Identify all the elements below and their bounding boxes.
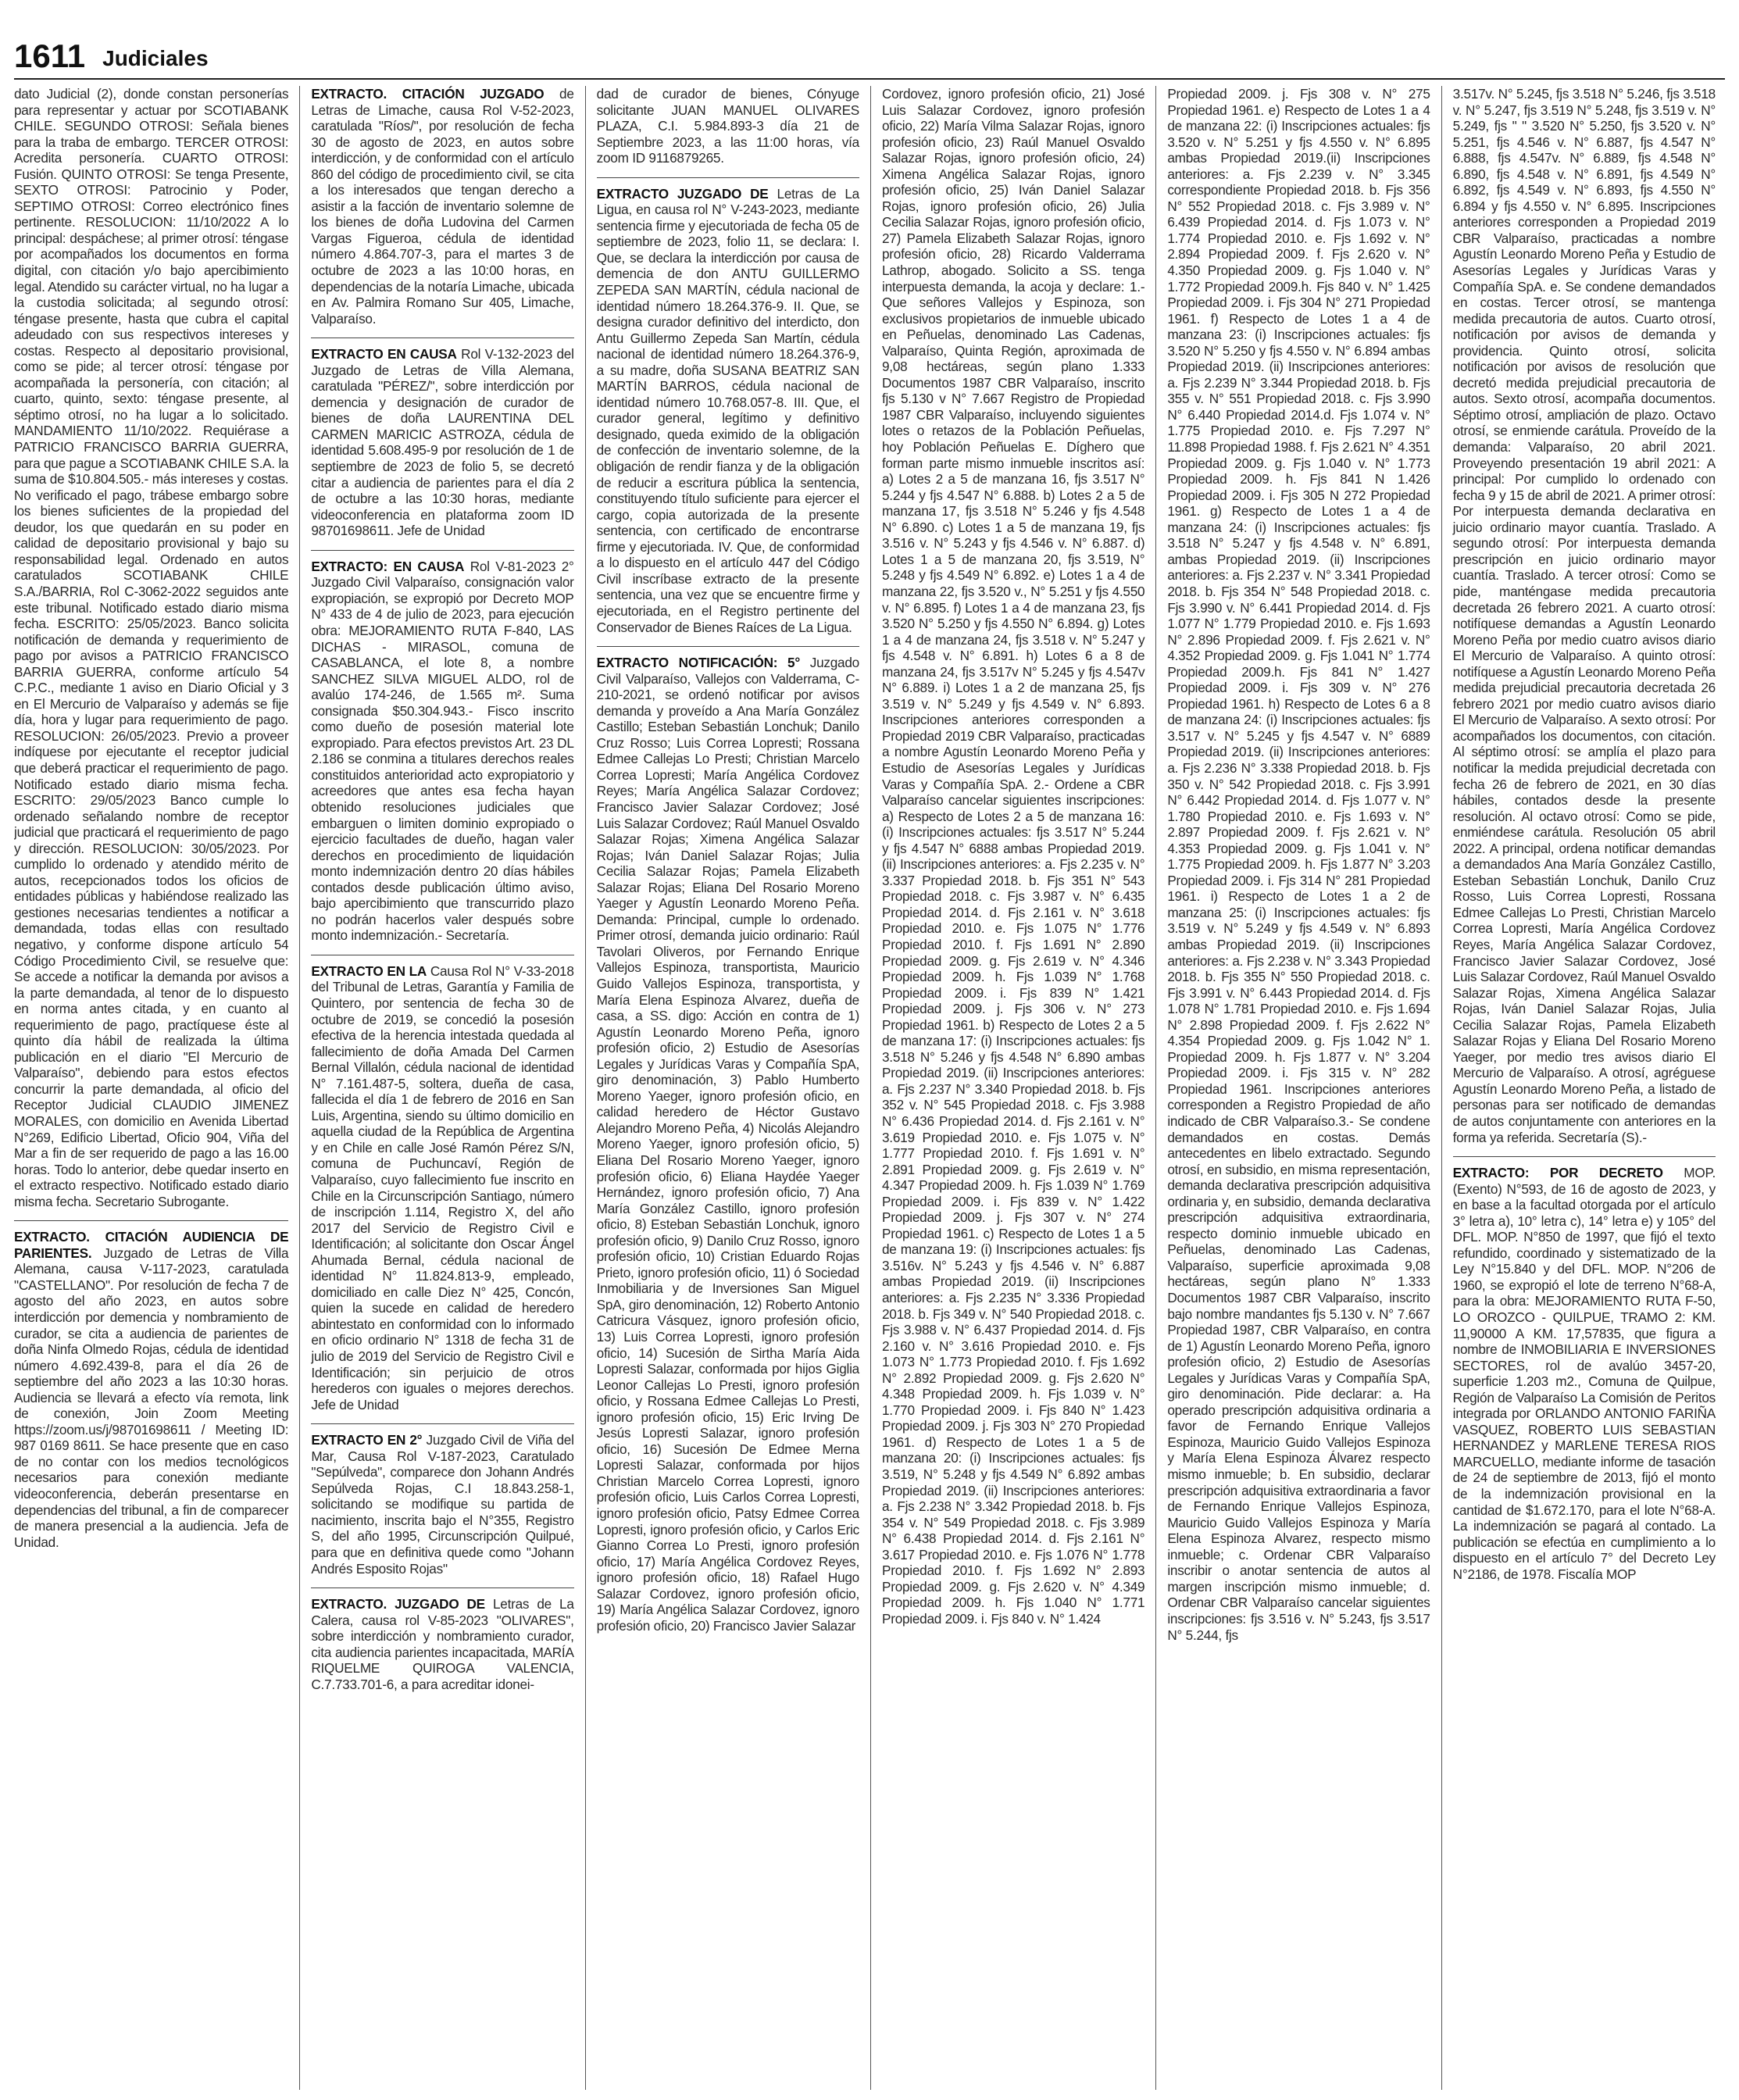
legal-notice [597,177,859,635]
page-number: 1611 [14,38,86,74]
legal-notice [311,86,573,327]
legal-notice [14,86,288,1209]
notice-body: Juzgado Civil Valparaíso, Vallejos con Valderrama, C-210-2021, se ordenó notificar por avisos demanda y proveído a Ana María González Castillo; Esteban Sebastián Lonchuk; Danilo Cruz Rosso; Luis Correa Lopresti; Rossana Edmee Callejas Lo Presti; Christian Marcelo Correa Lopresti; María Angélica Cordovez Reyes; María Angélica Salazar Cordovez; Francisco Javier Salazar Cordovez; José Luis Salazar Cordovez; Raúl Manuel Osvaldo Salazar Rojas; Ximena Angélica Salazar Rojas; Iván Daniel Salazar Rojas; Julia Cecilia Salazar Rojas; Pamela Elizabeth Salazar Rojas; Eliana Del Rosario Moreno Yaeger y Agustín Leonardo Moreno Peña. Demanda: Principal, cumple lo ordenado. Primer otrosí, demanda juicio ordinario: Raúl Tavolari Oliveros, por Fernando Enrique Vallejos Espinoza, transportista, Mauricio Guido Vallejos Espinoza, transportista, y María Elena Espinoza Alvarez, dueña de casa, a SS. digo: Acción en contra de 1) Agustín Leonardo Moreno Peña, ignoro profesión oficio, 2) Estudio de Asesorías Legales y Jurídicas Varas y Compañía SpA, giro denominación, 3) Pablo Humberto Moreno Yaeger, ignoro profesión oficio, en calidad heredero de Héctor Gustavo Alejandro Moreno Peña, 4) Nicolás Alejandro Moreno Yaeger, ignoro profesión oficio, 5) Eliana Del Rosario Moreno Yaeger, ignoro profesión oficio, 6) Eliana Haydée Yaeger Hernández, ignoro profesión oficio, 7) Ana María González Castillo, ignoro profesión oficio, 8) Esteban Sebastián Lonchuk, ignoro profesión oficio, 9) Danilo Cruz Rosso, ignoro profesión oficio, 10) Cristian Eduardo Rojas Prieto, ignoro profesión oficio, 11) ó Sociedad Inmobiliaria y de Inversiones San Miguel SpA, giro denominación, 12) Roberto Antonio Catricura Vásquez, ignoro profesión oficio, 13) Luis Correa Lopresti, ignoro profesión oficio, 14) Sucesión de Sirtha María Aida Lopresti Salazar, conformada por hijos Giglia Leonor Callejas Lo Presti, ignoro profesión oficio, y Rossana Edmee Callejas Lo Presti, ignoro profesión oficio, 15) Eric Irving De Jesús Lopresti Salazar, ignoro profesión oficio, 16) Sucesión De Edmee Merna Lopresti Salazar, conformada por hijos Christian Marcelo Correa Lopresti, ignoro profesión oficio, Luis Carlos Correa Lopresti, ignoro profesión oficio, Patsy Edmee Correa Lopresti, ignoro profesión oficio, y Carlos Eric Gianno Correa Lo Presti, ignoro profesión oficio, 17) María Angélica Cordovez Reyes, ignoro profesión oficio, 18) Rafael Hugo Salazar Cordovez, ignoro profesión oficio, 19) María Angélica Salazar Cordovez, ignoro profesión oficio, 20) Francisco Javier Salazar [596,655,859,1634]
notice-title: EXTRACTO: EN CAUSA [311,558,465,574]
notice-title: EXTRACTO EN CAUSA [311,346,457,362]
page-header [14,30,1725,75]
legal-notice [311,1588,573,1692]
notice-title: EXTRACTO: POR DECRETO [1452,1165,1663,1181]
notice-body: Propiedad 2009. j. Fjs 308 v. N° 275 Propiedad 1961. e) Respecto de Lotes 1 a 4 de manzana 22: (i) Inscripciones actuales: fjs 3.520 v. N° 5.251 y fjs 4.550 v. N° 6.895 ambas Propiedad 2019.(ii) Inscripciones anteriores: a. Fjs 2.239 v. N° 3.345 correspondiente Propiedad 2018. b. Fjs 356 N° 552 Propiedad 2018. c. Fjs 3.989 v. N° 6.439 Propiedad 2014. d. Fjs 1.073 v. N° 1.774 Propiedad 2010. e. Fjs 1.692 v. N° 2.894 Propiedad 2009. f. Fjs 2.620 v. N° 4.350 Propiedad 2009. g. Fjs 1.040 v. N° 1.772 Propiedad 2009.h. Fjs 840 v. N° 1.425 Propiedad 2009. i. Fjs 304 N° 271 Propiedad 1961. f) Respecto de Lotes 1 a 4 de manzana 23: (i) Inscripciones actuales: fjs 3.520 N° 5.250 y fjs 4.550 v. N° 6.894 ambas Propiedad 2019. (ii) Inscripciones anteriores: a. Fjs 2.239 N° 3.344 Propiedad 2018. b. Fjs 355 v. N° 551 Propiedad 2018. c. Fjs 3.990 N° 6.440 Propiedad 2014.d. Fjs 1.074 v. N° 1.775 Propiedad 2010. e. Fjs 7.297 N° 11.898 Propiedad 1988. f. Fjs 2.621 N° 4.351 Propiedad 2009. g. Fjs 1.040 v. N° 1.773 Propiedad 2009. h. Fjs 841 N 1.426 Propiedad 2009. i. Fjs 305 N 272 Propiedad 1961. g) Respecto de Lotes 1 a 4 de manzana 24: (i) Inscripciones actuales: fjs 3.518 N° 5.247 y fjs 4.548 v. N° 6.891, ambas Propiedad 2019. (ii) Inscripciones anteriores: a. Fjs 2.237 v. N° 3.341 Propiedad 2018. b. Fjs 354 N° 548 Propiedad 2018. c. Fjs 3.990 v. N° 6.441 Propiedad 2014. d. Fjs 1.077 N° 1.779 Propiedad 2010. e. Fjs 1.693 N° 2.896 Propiedad 2009. f. Fjs 2.621 v. N° 4.352 Propiedad 2009. g. Fjs 1.041 N° 1.774 Propiedad 2009.h. Fjs 841 N° 1.427 Propiedad 2009. i. Fjs 309 v. N° 276 Propiedad 1961. h) Respecto de Lotes 6 a 8 de manzana 24: (i) Inscripciones actuales: fjs 3.517 v. N° 5.245 y fjs 4.547 v. N° 6889 Propiedad 2019. (ii) Inscripciones anteriores: a. Fjs 2.236 N° 3.338 Propiedad 2018. b. Fjs 350 v. N° 542 Propiedad 2018. c. Fjs 3.991 N° 6.442 Propiedad 2014. d. Fjs 1.077 v. N° 1.780 Propiedad 2010. e. Fjs 1.693 v. N° 2.897 Propiedad 2009. f. Fjs 2.621 v. N° 4.353 Propiedad 2009. g. Fjs 1.041 v. N° 1.775 Propiedad 2009. h. Fjs 1.877 N° 3.203 Propiedad 2009. i. Fjs 314 N° 281 Propiedad 1961. i) Respecto de Lotes 1 a 2 de manzana 25: (i) Inscripciones actuales: fjs 3.519 v. N° 5.249 y fjs 4.549 v. N° 6.893 ambas Propiedad 2019. (ii) Inscripciones anteriores: a. Fjs 2.238 v. N° 3.343 Propiedad 2018. b. Fjs 355 N° 550 Propiedad 2018. c. Fjs 3.991 v. N° 6.443 Propiedad 2014. d. Fjs 1.078 N° 1.781 Propiedad 2010. e. Fjs 1.694 N° 2.898 Propiedad 2009. f. Fjs 2.622 N° 4.354 Propiedad 2009. g. Fjs 1.042 N° 1. Propiedad 2009. h. Fjs 1.877 v. N° 3.204 Propiedad 2009. i. Fjs 315 v. N° 282 Propiedad 1961. Inscripciones anteriores corresponden a Registro Propiedad de año indicado de CBR Valparaíso.3.- Se condene demandados en costas. Demás antecedentes en libelo extractado. Segundo otrosí, en subsidio, en misma representación, demanda declarativa prescripción adquisitiva ordinaria y, en subsidio, demanda declarativa prescripción adquisitiva extraordinaria, respecto dominio inmueble ubicado en Peñuelas, denominado Las Cadenas, Valparaíso, superficie aproximada 9,08 hectáreas, según plano N° 1.333 Documentos 1987 CBR Valparaíso, inscrito bajo nombre mandantes fjs 5.130 v. N° 7.667 Propiedad 1987, CBR Valparaíso, en contra de 1) Agustín Leonardo Moreno Peña, ignoro profesión oficio, 2) Estudio de Asesorías Legales y Jurídicas Varas y Compañía SpA, giro denominación. Pide declarar: a. Ha operado prescripción adquisitiva ordinaria a favor de Fernando Enrique Vallejos Espinoza, Mauricio Guido Vallejos Espinoza y María Elena Espinoza Álvarez respecto mismo inmueble; b. En subsidio, declarar prescripción adquisitiva extraordinaria a favor de Fernando Enrique Vallejos Espinoza, Mauricio Guido Vallejos Espinoza y María Elena Espinoza Alvarez, respecto mismo inmueble; c. Ordenar CBR Valparaíso inscribir o anotar sentencia de autos al margen inscripción mismo inmueble; d. Ordenar CBR Valparaíso cancelar siguientes inscripciones: fjs 3.516 v. N° 5.243, fjs 3.517 N° 5.244, fjs [1167,86,1430,1643]
legal-notice [311,550,573,944]
column-6 [1441,86,1727,2090]
legal-notice [311,1423,573,1577]
notice-body: Cordovez, ignoro profesión oficio, 21) José Luis Salazar Cordovez, ignoro profesión oficio, 22) María Vilma Salazar Rojas, ignoro profesión oficio, 23) Raúl Manuel Osvaldo Salazar Rojas, ignoro profesión oficio, 24) Ximena Angélica Salazar Rojas, ignoro profesión oficio, 25) Iván Daniel Salazar Rojas, ignoro profesión oficio, 26) Julia Cecilia Salazar Rojas, ignoro profesión oficio, 27) Pamela Elizabeth Salazar Rojas, ignoro profesión oficio, 28) Ricardo Valderrama Lathrop, abogado. Solicito a SS. tenga interpuesta demanda, la acoja y declare: 1.- Que señores Vallejos y Espinoza, son exclusivos propietarios de inmueble ubicado en Peñuelas, denominado Las Cadenas, Valparaíso, Quinta Región, aproximada de 9,08 hectáreas, según plano 1.333 Documentos 1987 CBR Valparaíso, inscrito fjs 5.130 v N° 7.667 Registro de Propiedad 1987 CBR Valparaíso, incluyendo siguientes lotes o retazos de la Población Peñuelas, hoy Población Peñuelas E. Díghero que forman parte mismo inmueble inscritos así: a) Lotes 2 a 5 de manzana 16, fjs 3.517 N° 5.244 y fjs 4.547 N° 6.888. b) Lotes 2 a 5 de manzana 17, fjs 3.518 N° 5.246 y fjs 4.548 N° 6.890. c) Lotes 1 a 5 de manzana 19, fjs 3.516 v. N° 5.243 y fjs 4.546 v. N° 6.887. d) Lotes 1 a 5 de manzana 20, fjs 3.519, N° 5.248 y fjs 4.549 N° 6.892. e) Lotes 1 a 4 de manzana 22, fjs 3.520 v., N° 5.251 y fjs 4.550 v. N° 6.895. f) Lotes 1 a 4 de manzana 23, fjs 3.520 N° 5.250 y fjs 4.550 N° 6.894. g) Lotes 1 a 4 de manzana 24, fjs 3.518 v. N° 5.247 y fjs 4.548 v. N° 6.891. h) Lotes 6 a 8 de manzana 24, fjs 3.517v N° 5.245 y fjs 4.547v N° 6.889. i) Lotes 1 a 2 de manzana 25, fjs 3.519 v. N° 5.249 y fjs 4.549 v. N° 6.893. Inscripciones anteriores corresponden a Propiedad 2019 CBR Valparaíso, practicadas a nombre Agustín Leonardo Moreno Peña y Estudio de Asesorías Legales y Jurídicas Varas y Compañía SpA. 2.- Ordene a CBR Valparaíso cancelar siguientes inscripciones: a) Respecto de Lotes 2 a 5 de manzana 16: (i) Inscripciones actuales: fjs 3.517 N° 5.244 y fjs 4.547 N° 6888 ambas Propiedad 2019. (ii) Inscripciones anteriores: a. Fjs 2.235 v. N° 3.337 Propiedad 2018. b. Fjs 351 N° 543 Propiedad 2018. c. Fjs 3.987 v. N° 6.435 Propiedad 2014. d. Fjs 2.161 v. N° 3.618 Propiedad 2010. e. Fjs 1.075 N° 1.776 Propiedad 2010. f. Fjs 1.691 N° 2.890 Propiedad 2009. g. Fjs 2.619 v. N° 4.346 Propiedad 2009. h. Fjs 1.039 N° 1.768 Propiedad 2009. i. Fjs 839 N° 1.421 Propiedad 2009. j. Fjs 306 v. N° 273 Propiedad 1961. b) Respecto de Lotes 2 a 5 de manzana 17: (i) Inscripciones actuales: fjs 3.518 N° 5.246 y fjs 4.548 N° 6.890 ambas Propiedad 2019. (ii) Inscripciones anteriores: a. Fjs 2.237 N° 3.340 Propiedad 2018. b. Fjs 352 v. N° 545 Propiedad 2018. c. Fjs 3.988 N° 6.436 Propiedad 2014. d. Fjs 2.161 v. N° 3.619 Propiedad 2010. e. Fjs 1.075 v. N° 1.777 Propiedad 2010. f. Fjs 1.691 v. N° 2.891 Propiedad 2009. g. Fjs 2.619 v. N° 4.347 Propiedad 2009. h. Fjs 1.039 N° 1.769 Propiedad 2009. i. Fjs 839 v. N° 1.422 Propiedad 2009. j. Fjs 307 v. N° 274 Propiedad 1961. c) Respecto de Lotes 1 a 5 de manzana 19: (i) Inscripciones actuales: fjs 3.516v. N° 5.243 y fjs 4.546 v. N° 6.887 ambas Propiedad 2019. (ii) Inscripciones anteriores: a. Fjs 2.235 N° 3.336 Propiedad 2018. b. Fjs 349 v. N° 540 Propiedad 2018. c. Fjs 3.988 v. N° 6.437 Propiedad 2014. d. Fjs 2.160 v. N° 3.616 Propiedad 2010. e. Fjs 1.073 N° 1.773 Propiedad 2010. f. Fjs 1.692 N° 2.892 Propiedad 2009. g. Fjs 2.620 N° 4.348 Propiedad 2009. h. Fjs 1.039 v. N° 1.770 Propiedad 2009. i. Fjs 840 N° 1.423 Propiedad 2009. j. Fjs 303 N° 270 Propiedad 1961. d) Respecto de Lotes 1 a 5 de manzana 20: (i) Inscripciones actuales: fjs 3.519, N° 5.248 y fjs 4.549 N° 6.892 ambas Propiedad 2019. (ii) Inscripciones anteriores: a. Fjs 2.238 N° 3.342 Propiedad 2018. b. Fjs 354 v. N° 549 Propiedad 2018. c. Fjs 3.989 N° 6.438 Propiedad 2014. d. Fjs 2.161 N° 3.617 Propiedad 2010. e. Fjs 1.076 N° 1.778 Propiedad 2010. f. Fjs 1.692 N° 2.893 Propiedad 2009. g. Fjs 2.620 v. N° 4.349 Propiedad 2009. h. Fjs 1.040 N° 1.771 Propiedad 2009. i. Fjs 840 v. N° 1.424 [882,86,1145,1627]
columns-container [14,86,1727,2090]
section-title: Judiciales [102,46,209,70]
column-5 [1155,86,1441,2090]
legal-notice [311,955,573,1412]
legal-notice [14,1220,288,1550]
notice-title: EXTRACTO. JUZGADO DE [311,1596,485,1612]
legal-notice [597,86,859,166]
notice-body: Letras de La Ligua, en causa rol N° V-243-2023, mediante sentencia firme y ejecutoriada de fecha 05 de septiembre de 2023, folio 11, se declara: I. Que, se declara la interdicción por causa de demencia de don ANTU GUILLERMO ZEPEDA SAN MARTÍN, cédula nacional de identidad número 18.264.376-9. II. Que, se designa curador definitivo del interdicto, don Antu Guillermo Zepeda San Martín, cédula nacional de identidad número 18.264.376-9, a su madre, doña SUSANA BEATRIZ SAN MARTÍN BARROS, cédula nacional de identidad número 10.768.057-8. III. Que, el curador general, legítimo y definitivo designado, queda eximido de la obligación de confección de inventario solemne, de la obligación de rendir fianza y de la obligación de reducir a escritura pública la sentencia, constituyendo título suficiente para ejercer el cargo, copia autorizada de la presente sentencia, con certificado de encontrarse firme y ejecutoriada. IV. Que, de conformidad a lo dispuesto en el artículo 447 del Código Civil inscríbase extracto de la presente sentencia, una vez que se encuentre firme y ejecutoriada, en el Registro pertinente del Conservador de Bienes Raíces de La Ligua. [596,185,859,635]
notice-title: EXTRACTO NOTIFICACIÓN: 5° [596,655,800,671]
legal-notice [882,86,1144,1627]
notice-body: Rol V-81-2023 2° Juzgado Civil Valparaíso, consignación valor expropiación, se expropió por Decreto MOP N° 433 de 4 de julio de 2023, para ejecución obra: MEJORAMIENTO RUTA F-840, LAS DICHAS - MIRASOL, comuna de CASABLANCA, el lote 8, a nombre SANCHEZ SILVA MIGUEL ALDO, rol de avalúo 174-246, de 1.565 m². Suma consignada $50.304.943.- Fisco inscrito como dueño de posesión material lote expropiado. Para efectos previstos Art. 23 DL 2.186 se conmina a titulares derechos reales constituidos anterioridad acto expropiatorio y acreedores que antes esa fecha hayan obtenido resoluciones judiciales que embarguen o limiten dominio expropiado o ejercicio facultades de dueño, hagan valer derechos en procedimiento de liquidación monto indemnización dentro 20 días hábiles contados desde publicación último aviso, bajo apercibimiento que transcurrido plazo no podrán hacerlos valer después sobre monto indemnización.- Secretaría. [311,558,574,944]
notice-body: dad de curador de bienes, Cónyuge solicitante JUAN MANUEL OLIVARES PLAZA, C.I. 5.984.893-3 día 21 de Septiembre 2023, a las 11:00 horas, vía zoom ID 9116879265. [596,86,859,166]
notice-body: 3.517v. N° 5.245, fjs 3.518 N° 5.246, fjs 3.518 v. N° 5.247, fjs 3.519 N° 5.248, fjs 3.519 v. N° 5.249, fjs " " 3.520 N° 5.250, fjs 3.520 v. N° 5.251, fjs 4.546 v. N° 6.887, fjs 4.547 N° 6.888, fjs 4.547v. N° 6.889, fjs 4.548 N° 6.890, fjs 4.548 v. N° 6.891, fjs 4.549 N° 6.892, fjs 4.549 v. N° 6.893, fjs 4.550 N° 6.894 y fjs 4.550 v. N° 6.895. Inscripciones anteriores corresponden a Propiedad 2019 CBR Valparaíso, practicadas a nombre Agustín Leonardo Moreno Peña y Estudio de Asesorías Legales y Jurídicas Varas y Compañía SpA. e. Se condene demandados en costas. Tercer otrosí, se mantenga medida precautoria de autos. Cuarto otrosí, notificación por avisos de demanda y providencia. Quinto otrosí, solicita notificación por avisos de resolución que decretó medida prejudicial precautoria de autos. Sexto otrosí, acompaña documentos. Séptimo otrosí, ampliación de plazo. Octavo otrosí, se enmiende carátula. Proveído de la demanda: Valparaíso, 20 abril 2021. Proveyendo presentación 19 abril 2021: A principal: Por cumplido lo ordenado con fecha 9 y 15 de abril de 2021. A primer otrosí: Por interpuesta demanda declarativa en juicio ordinario mayor cuantía. Traslado. A segundo otrosí: Por interpuesta demanda prescripción en juicio ordinario mayor cuantía. Traslado. A tercer otrosí: Como se pide, manténgase medida precautoria decretada 26 febrero 2021. A cuarto otrosí: notifíquese demandas a Agustín Leonardo Moreno Peña por medio cuatro avisos diario El Mercurio de Valparaíso. A quinto otrosí: notifíquese a Agustín Leonardo Moreno Peña medida prejudicial precautoria decretada 26 febrero 2021 por medio cuatro avisos diario El Mercurio de Valparaíso. A sexto otrosí: Por acompañados los documentos, con citación. Al séptimo otrosí: se amplía el plazo para notificar la medida prejudicial decretada con fecha 26 de febrero de 2021, en 30 días hábiles, contados desde la presente resolución. Al octavo otrosí: Como se pide, enmiéndese carátula. Resolución 05 abril 2022. A principal, ordena notificar demandas a demandados Ana María González Castillo, Esteban Sebastián Lonchuk, Danilo Cruz Rosso, Luis Correa Lopresti, Rossana Edmee Callejas Lo Presti, Christian Marcelo Correa Lopresti, María Angélica Cordovez Reyes, María Angélica Salazar Cordovez, Francisco Javier Salazar Cordovez, José Luis Salazar Cordovez, Raúl Manuel Osvaldo Salazar Rojas, Ximena Angélica Salazar Rojas, Iván Daniel Salazar Rojas, Julia Cecilia Salazar Rojas, Pamela Elizabeth Salazar Rojas y Eliana Del Rosario Moreno Yaeger, por medio tres avisos diario El Mercurio de Valparaíso. A otrosí, agréguese Agustín Leonardo Moreno Peña, a listado de personas para ser notificado de demandas de autos conjuntamente con anteriores en la forma ya referida. Secretaría (S).- [1452,86,1716,1145]
column-1 [14,86,299,2090]
notice-title: EXTRACTO EN LA [311,962,427,979]
notice-title: EXTRACTO. CITACIÓN AUDIENCIA DE PARIENTES. [14,1229,289,1261]
column-2 [299,86,584,2090]
notice-body: Causa Rol N° V-33-2018 del Tribunal de Letras, Garantía y Familia de Quintero, por sentencia de fecha 30 de octubre de 2019, se concedió la posesión efectiva de la herencia intestada quedada al fallecimiento de doña Amada Del Carmen Bernal Villalón, cédula nacional de identidad N° 7.161.487-5, soltera, dueña de casa, fallecida el día 1 de febrero de 2016 en San Luis, Argentina, siendo su último domicilio en aquella ciudad de la República de Argentina y en Chile en calle José Ramón Pérez S/N, comuna de Puchuncaví, Región de Valparaíso, cuyo fallecimiento fue inscrito en Chile en la Circunscripción Santiago, número de inscripción 1.114, Registro X, del año 2017 del Servicio de Registro Civil e Identificación; al solicitante don Oscar Ángel Ahumada Bernal, cédula nacional de identidad N° 11.824.813-9, empleado, domiciliado en calle Diez N° 425, Concón, quien la sucede en calidad de heredero abintestato en conformidad con lo informado en oficio ordinario N° 1318 de fecha 31 de julio de 2019 del Servicio de Registro Civil e Identificación; sin perjuicio de otros herederos con iguales o mejores derechos. Jefe de Unidad [311,962,574,1412]
notice-title: EXTRACTO EN 2° [311,1432,423,1448]
notice-title: EXTRACTO JUZGADO DE [596,185,769,202]
notice-body: Juzgado de Letras de Villa Alemana, causa V-117-2023, caratulada "CASTELLANO". Por resolución de fecha 7 de agosto del año 2023, en autos sobre interdicción por demencia y nombramiento de curador, se cita a audiencia de parientes de doña Ninfa Olmedo Rojas, cédula de identidad número 4.692.439-8, para el día 26 de septiembre del año 2023 a las 10:30 horas. Audiencia se llevará a efecto vía remota, link de conexión, Join Zoom Meeting https://zoom.us/j/98701698611 / Meeting ID: 987 0169 8611. Se hace presente que en caso de no contar con los medios tecnológicos necesarios para conexión mediante videoconferencia, deberán presentarse en dependencias del tribunal, a fin de comparecer de manera presencial a la audiencia. Jefa de Unidad. [14,1245,289,1550]
notice-body: de Letras de Limache, causa Rol V-52-2023, caratulada "Ríos/", por resolución de fecha 30 de agosto de 2023, en autos sobre interdicción, y de conformidad con el artículo 860 del código de procedimiento civil, se cita a los interesados que tengan derecho a asistir a la facción de inventario solemne de los bienes de doña Ludovina del Carmen Vargas Figueroa, cédula de identidad número 4.864.707-3, para el martes 3 de octubre de 2023 a las 10:00 horas, en dependencias de la notaría Limache, ubicada en Av. Palmira Romano Sur 405, Limache, Valparaíso. [311,86,574,327]
notice-body: Juzgado Civil de Viña del Mar, Causa Rol V-187-2023, Caratulado "Sepúlveda", comparece don Johann Andrés Sepúlveda Rojas, C.I 18.843.258-1, solicitando se modifique su partida de nacimiento, inscrita bajo el N°355, Registro S, del año 1995, Circunscripción Quilpué, para que en definitiva quede como "Johann Andrés Esposito Rojas" [311,1432,574,1577]
notice-body: dato Judicial (2), donde constan personerías para representar y actuar por SCOTIABANK CHILE. SEGUNDO OTROSI: Señala bienes para la traba de embargo. TERCER OTROSI: Acredita personería. CUARTO OTROSI: Fusión. QUINTO OTROSI: Se tenga Presente, SEXTO OTROSI: Patrocinio y Poder, SEPTIMO OTROSI: Correo electrónico fines pertinente. RESOLUCION: 11/10/2022 A lo principal: despáchese; al primer otrosí: téngase por acompañados los documentos en forma digital, con citación y/o bajo apercibimiento legal. Atendido su carácter virtual, no ha lugar a la custodia solicitada; al segundo otrosí: téngase presente, hasta que cubra el capital adeudado con sus respectivos intereses y costas. Respecto al depositario provisional, como se pide; al tercer otrosí: téngase por acompañada la personería, con citación; al cuarto, quinto, sexto: téngase presente, al séptimo otrosí, no ha lugar a lo solicitado. MANDAMIENTO 11/10/2022. Requiérase a PATRICIO FRANCISCO BARRIA GUERRA, para que pague a SCOTIABANK CHILE S.A. la suma de $10.804.505.- más intereses y costas. No verificado el pago, trábese embargo sobre los bienes suficientes de la propiedad del deudor, los que quedarán en su poder en calidad de depositario provisional y bajo su responsabilidad legal. Ordenado en autos caratulados SCOTIABANK CHILE S.A./BARRIA, Rol C-3062-2022 seguidos ante este tribunal. Notificado estado diario misma fecha. ESCRITO: 25/05/2023. Banco solicita notificación de demanda y requerimiento de pago por avisos a PATRICIO FRANCISCO BARRIA GUERRA, conforme artículo 54 C.P.C., mediante 1 aviso en Diario Oficial y 3 en El Mercurio de Valparaíso y además se fije día, hora y lugar para requerimiento de pago. RESOLUCION: 26/05/2023. Previo a proveer indíquese por ejecutante el receptor judicial que deberá practicar el requerimiento de pago. Notificado estado diario misma fecha. ESCRITO: 29/05/2023 Banco cumple lo ordenado señalando nombre de receptor judicial que practicará el requerimiento de pago y dirección. RESOLUCION: 30/05/2023. Por cumplido lo ordenado y atendido mérito de autos, recepcionados todos los oficios de entidades públicas y habiéndose realizado las gestiones necesarias tendientes a notificar a demandada, todas ellas con resultado negativo, y conforme dispone artículo 54 Código Procedimiento Civil, se resuelve que: Se accede a notificar la demanda por avisos a la parte demandada, al tenor de lo dispuesto en norma antes citada, y en cuanto al requerimiento de pago, practíquese éste al quinto día hábil de realizada la última publicación en el diario "El Mercurio de Valparaíso", debiendo para estos efectos concurrir la parte demandada, al oficio del Receptor Judicial CLAUDIO JIMENEZ MORALES, con domicilio en Avenida Libertad N°269, Edificio Libertad, Oficio 904, Viña del Mar a fin de ser requerido de pago a las 16.00 horas. Todo lo anterior, debe quedar inserto en el extracto respectivo. Notificado estado diario misma fecha. Secretario Subrogante. [14,86,289,1209]
legal-notice [1453,1156,1716,1582]
notice-body: MOP. (Exento) N°593, de 16 de agosto de 2023, y en base a la facultad otorgada por el artículo 3° letra a), 10° letra c), 14° letra e) y 105° del DFL. MOP. N°850 de 1997, que fijó el texto refundido, coordinado y sistematizado de la Ley N°15.840 y del DFL. MOP. N°206 de 1960, se expropió el lote de terreno N°68-A, para la obra: MEJORAMIENTO RUTA F-50, LO OROZCO - QUILPUE, TRAMO 2: KM. 11,90000 A KM. 17,57835, que figura a nombre de INMOBILIARIA E INVERSIONES SECTORES, rol de avalúo 3457-20, superficie 1.203 m2., Comuna de Quilpue, Región de Valparaíso La Comisión de Peritos integrada por ORLANDO ANTONIO FARIÑA VASQUEZ, ROBERTO LUIS SEBASTIAN HERNANDEZ y MARLENE TERESA RIOS MARCUELLO, mediante informe de tasación de 24 de septiembre de 2013, fijó el monto de la indemnización provisional en la cantidad de $1.672.170, para el lote N°68-A. La indemnización se pagará al contado. La publicación se efectúa en cumplimiento a lo dispuesto en el artículo 7° del Decreto Ley N°2186, de 1978. Fiscalía MOP [1452,1165,1716,1582]
legal-notice [1167,86,1430,1643]
legal-notice [1453,86,1716,1145]
notice-title: EXTRACTO. CITACIÓN JUZGADO [311,86,545,102]
legal-notice [597,646,859,1634]
notice-body: Rol V-132-2023 del Juzgado de Letras de Villa Alemana, caratulada "PÉREZ/", sobre interdicción por demencia y designación de curador de bienes de doña LAURENTINA DEL CARMEN MARICIC ASTROZA, cédula de identidad 5.608.495-9 por resolución de 1 de septiembre de 2023 de folio 5, se decretó citar a audiencia de parientes para el día 2 de octubre a las 10:30 horas, mediante videoconferencia en plataforma zoom ID 98701698611. Jefe de Unidad [311,346,574,539]
column-3 [585,86,870,2090]
notice-body: Letras de La Calera, causa rol V-85-2023 "OLIVARES", sobre interdicción y nombramiento curador, cita audiencia parientes incapacitada, MARÍA RIQUELME QUIROGA VALENCIA, C.7.733.701-6, a para acreditar idonei- [311,1596,574,1692]
legal-notice [311,338,573,539]
header-rule [14,78,1725,80]
column-4 [870,86,1155,2090]
